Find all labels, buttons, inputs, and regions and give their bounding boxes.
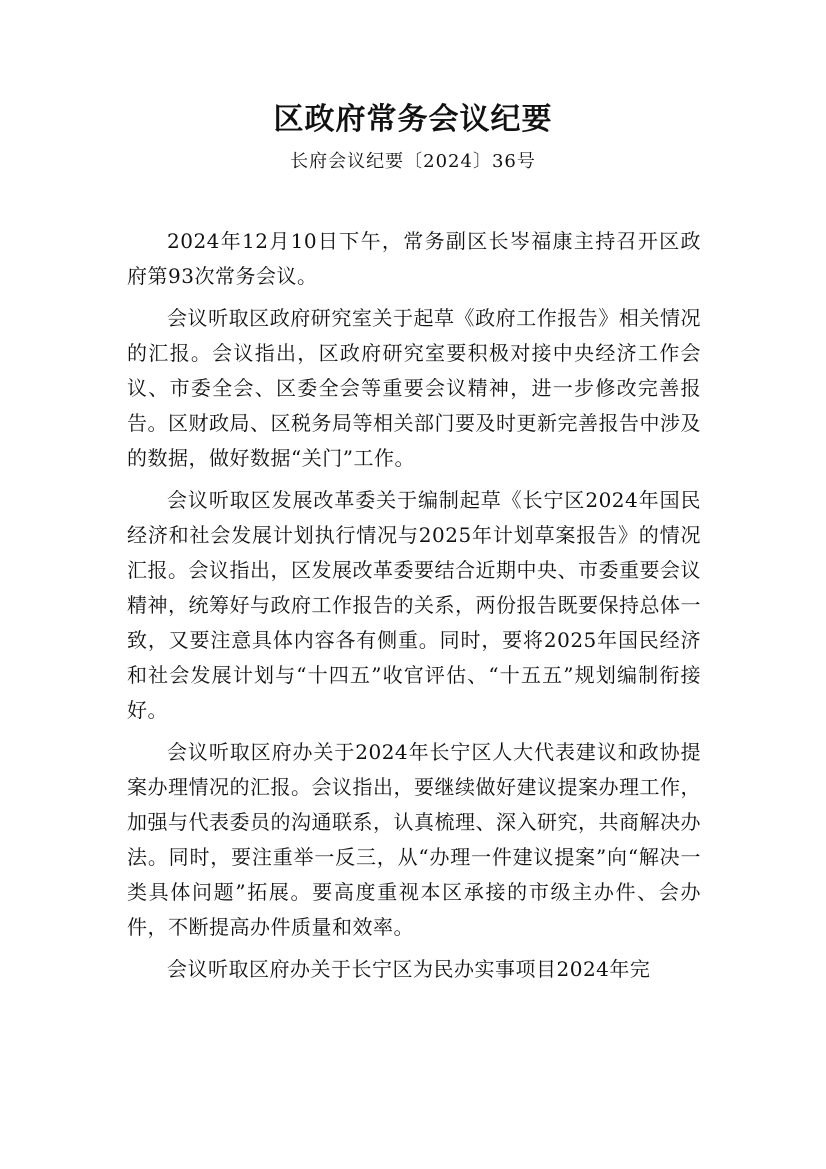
document-number: 长府会议纪要〔2024〕36号	[290, 151, 536, 172]
paragraph-4: 会议听取区府办关于2024年长宁区人大代表建议和政协提案办理情况的汇报。会议指出，要继续做好建议提案办理工作，加强与代表委员的沟通联系，认真梳理、深入研究，共商解决办法。同时，要注重举一反三，从“办理一件建议提案”向“解决一类具体问题”拓展。要高度重视本区承接的市级主办件、会办件，不断提高办件质量和效率。	[127, 740, 701, 939]
paragraph-1: 2024年12月10日下午，常务副区长岑福康主持召开区政府第93次常务会议。	[127, 229, 701, 288]
document-body	[127, 224, 701, 994]
document-title: 区政府常务会议纪要	[273, 102, 553, 137]
paragraph-2: 会议听取区政府研究室关于起草《政府工作报告》相关情况的汇报。会议指出，区政府研究室要积极对接中央经济工作会议、市委全会、区委全会等重要会议精神，进一步修改完善报告。区财政局、区税务局等相关部门要及时更新完善报告中涉及的数据，做好数据“关门”工作。	[127, 306, 701, 470]
paragraph-3: 会议听取区发展改革委关于编制起草《长宁区2024年国民经济和社会发展计划执行情况与2025年计划草案报告》的情况汇报。会议指出，区发展改革委要结合近期中央、市委重要会议精神，统筹好与政府工作报告的关系，两份报告既要保持总体一致，又要注意具体内容各有侧重。同时，要将2025年国民经济和社会发展计划与“十四五”收官评估、“十五五”规划编制衔接好。	[127, 488, 701, 722]
paragraph-5: 会议听取区府办关于长宁区为民办实事项目2024年完	[167, 957, 651, 981]
